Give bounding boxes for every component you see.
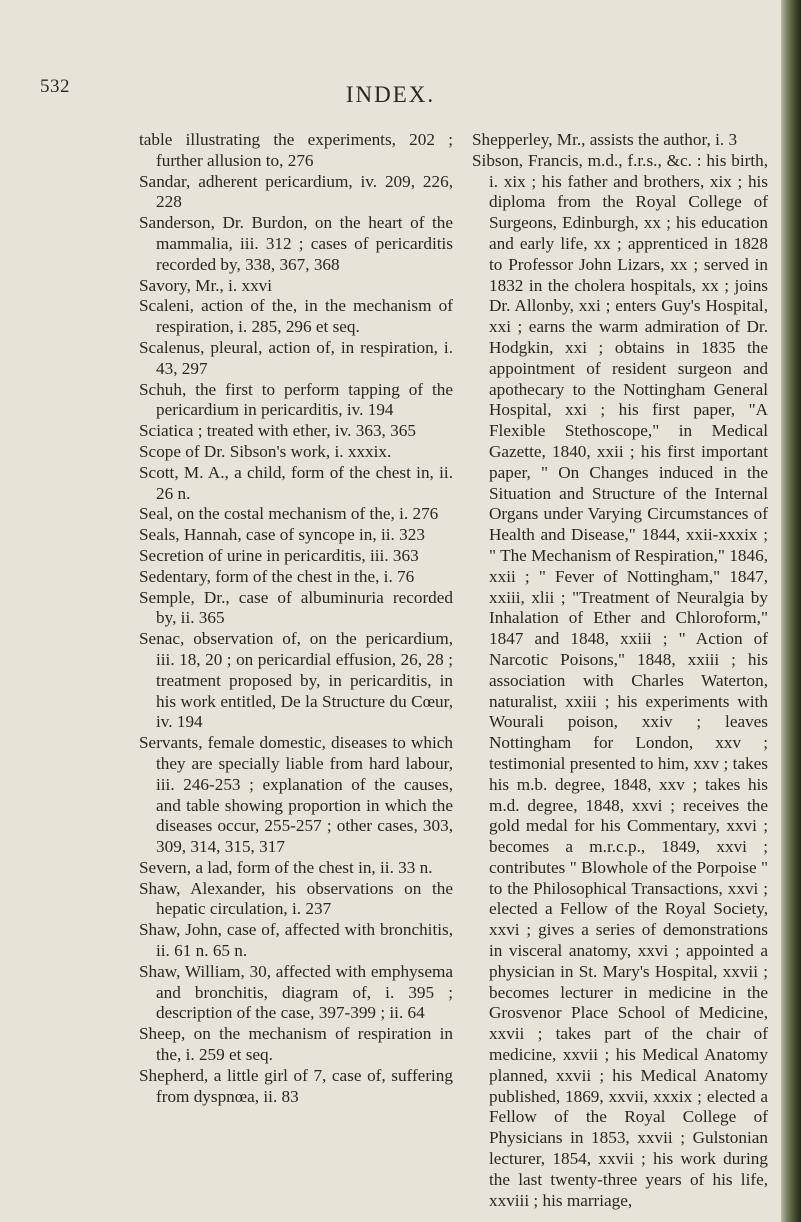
index-entry: Scaleni, action of the, in the mechanism of respiration, i. 285, 296 et seq.	[139, 296, 453, 337]
index-entry: Servants, female domestic, diseases to which they are specially liable from hard labour, iii. 246-253 ; explanation of the causes, and table showing proportion in which the diseases occur, 255-257 ; other cases, 303, 309, 314, 315, 317	[139, 733, 453, 857]
index-entry: Schuh, the first to perform tapping of the pericardium in pericarditis, iv. 194	[139, 379, 453, 420]
index-column-right	[472, 130, 768, 1211]
index-entry: Senac, observation of, on the pericardium, iii. 18, 20 ; on pericardial effusion, 26, 28 ; treatment proposed by, in pericarditis, in his work entitled, De la Structure du Cœur, iv. 194	[139, 629, 453, 732]
index-entry-sibson: Sibson, Francis, m.d., f.r.s., &c. : his birth, i. xix ; his father and brothers, xix ; his diploma from the Royal College of Surgeons, Edinburgh, xx ; his education and early life, xx ; apprenticed in 1828 to Professor John Lizars, xx ; served in 1832 in the cholera hospitals, xx ; joins Dr. Allonby, xxi ; enters Guy's Hospital, xxi ; earns the warm admiration of Dr. Hodgkin, xxi ; obtains in 1835 the appointment of resident surgeon and apothecary to the Nottingham General Hospital, xxi ; his first paper, "A Flexible Stethoscope," in Medical Gazette, 1840, xxii ; his first important paper, " On Changes induced in the Situation and Structure of the Internal Organs under Varying Circumstances of Health and Disease," 1844, xxii-xxxix ; " The Mechanism of Respiration," 1846, xxii ; " Fever of Nottingham," 1847, xxiii, xlii ; "Treatment of Neuralgia by Inhalation of Ether and Chloroform," 1847 and 1848, xxiii ; " Action of Narcotic Poisons," 1848, xxiii ; his association with Charles Waterton, naturalist, xxiii ; his experiments with Wourali poison, xxiv ; leaves Nottingham for London, xxv ; testimonial presented to him, xxv ; takes his m.b. degree, 1848, xxv ; takes his m.d. degree, 1848, xxvi ; receives the gold medal for his Commentary, xxvi ; becomes a m.r.c.p., 1849, xxvi ; contributes " Blowhole of the Porpoise " to the Philosophical Transactions, xxvi ; elected a Fellow of the Royal Society, xxvi ; gives a series of demonstrations in visceral anatomy, xxvi ; appointed a physician in St. Mary's Hospital, xxvii ; becomes lecturer in medicine in the Grosvenor Place School of Medicine, xxvii ; takes part of the chair of medicine, xxvii ; his Medical Anatomy planned, xxvii ; his Medical Anatomy published, 1869, xxvii, xxxix ; elected a Fellow of the Royal College of Physicians in 1853, xxvii ; Gulstonian lecturer, 1854, xxvii ; his work during the last twenty-three years of his life, xxviii ; his marriage,	[472, 150, 768, 1210]
index-entry: Sandar, adherent pericardium, iv. 209, 226, 228	[139, 171, 453, 212]
index-entry: Sanderson, Dr. Burdon, on the heart of the mammalia, iii. 312 ; cases of pericarditis recorded by, 338, 367, 368	[139, 213, 453, 274]
index-entry: Sciatica ; treated with ether, iv. 363, 365	[139, 421, 416, 441]
index-entry: Shaw, John, case of, affected with bronchitis, ii. 61 n. 65 n.	[139, 920, 453, 961]
index-entry: Secretion of urine in pericarditis, iii. 363	[139, 545, 419, 565]
index-entry: Scalenus, pleural, action of, in respiration, i. 43, 297	[139, 337, 453, 378]
index-entry: Seal, on the costal mechanism of the, i. 276	[139, 504, 439, 524]
page-number: 532	[40, 76, 70, 97]
index-entry: Severn, a lad, form of the chest in, ii. 33 n.	[139, 857, 433, 877]
index-entry: table illustrating the experiments, 202 ; further allusion to, 276	[139, 130, 453, 170]
index-entry: Shaw, William, 30, affected with emphysema and bronchitis, diagram of, i. 395 ; description of the case, 397-399 ; ii. 64	[139, 961, 453, 1023]
index-entry: Scope of Dr. Sibson's work, i. xxxix.	[139, 441, 392, 461]
index-entry: Scott, M. A., a child, form of the chest in, ii. 26 n.	[139, 462, 453, 503]
index-entry: Shepherd, a little girl of 7, case of, suffering from dyspnœa, ii. 83	[139, 1065, 453, 1106]
index-column-left	[139, 130, 453, 1107]
running-title: INDEX.	[345, 82, 436, 107]
index-entry: Shaw, Alexander, his observations on the hepatic circulation, i. 237	[139, 878, 453, 919]
index-entry: Semple, Dr., case of albuminuria recorded by, ii. 365	[139, 587, 453, 628]
index-entry: Savory, Mr., i. xxvi	[139, 275, 273, 295]
index-entry: Sedentary, form of the chest in the, i. 76	[139, 566, 415, 586]
index-entry: Sheep, on the mechanism of respiration in the, i. 259 et seq.	[139, 1024, 453, 1065]
index-entry: Shepperley, Mr., assists the author, i. 3	[472, 130, 738, 149]
page-binding-edge	[781, 0, 801, 1222]
index-entry: Seals, Hannah, case of syncope in, ii. 323	[139, 525, 425, 545]
